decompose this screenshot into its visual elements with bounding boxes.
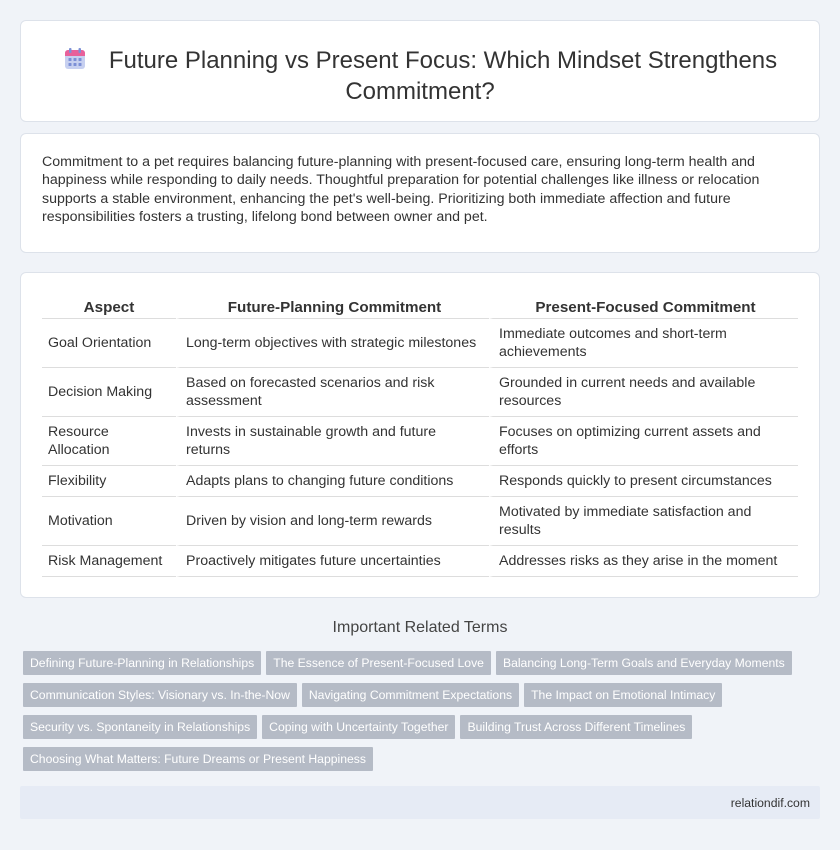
page-title-block <box>21 45 819 107</box>
table-row <box>42 319 798 368</box>
related-term-tag[interactable]: Building Trust Across Different Timelines <box>460 715 692 739</box>
table-row <box>42 546 798 577</box>
cell-aspect: Decision Making <box>42 368 176 417</box>
table-row <box>42 417 798 466</box>
header-card <box>20 20 820 122</box>
related-term-tag[interactable]: Balancing Long-Term Goals and Everyday Moments <box>496 651 792 675</box>
cell-aspect: Goal Orientation <box>42 319 176 368</box>
cell-present: Immediate outcomes and short-term achievements <box>489 319 798 368</box>
header-present-focused: Present-Focused Commitment <box>489 295 798 319</box>
related-term-tag[interactable]: Coping with Uncertainty Together <box>262 715 455 739</box>
footer-site-link[interactable]: relationdif.com <box>730 796 810 810</box>
related-terms-title: Important Related Terms <box>332 619 508 636</box>
intro-card <box>20 133 820 253</box>
cell-future: Long-term objectives with strategic milestones <box>176 319 489 368</box>
cell-present: Motivated by immediate satisfaction and results <box>489 497 798 546</box>
related-term-tag[interactable]: Navigating Commitment Expectations <box>302 683 519 707</box>
cell-aspect: Motivation <box>42 497 176 546</box>
related-term-tag[interactable]: The Impact on Emotional Intimacy <box>524 683 722 707</box>
cell-present: Addresses risks as they arise in the moment <box>489 546 798 577</box>
cell-future: Adapts plans to changing future conditions <box>176 466 489 497</box>
table-row <box>42 497 798 546</box>
cell-future: Proactively mitigates future uncertainties <box>176 546 489 577</box>
related-term-tag[interactable]: Defining Future-Planning in Relationships <box>23 651 261 675</box>
page-title: Future Planning vs Present Focus: Which Mindset Strengthens Commitment? <box>108 47 778 105</box>
cell-aspect: Flexibility <box>42 466 176 497</box>
calendar-icon <box>63 47 87 71</box>
comparison-table <box>42 295 798 577</box>
header-future-planning: Future-Planning Commitment <box>176 295 489 319</box>
cell-future: Based on forecasted scenarios and risk assessment <box>176 368 489 417</box>
related-term-tag[interactable]: Communication Styles: Visionary vs. In-the-Now <box>23 683 297 707</box>
cell-present: Responds quickly to present circumstances <box>489 466 798 497</box>
tag-row <box>23 683 823 715</box>
intro-paragraph: Commitment to a pet requires balancing future-planning with present-focused care, ensuring long-term health and happiness while responding to daily needs. Thoughtful preparation for potential challenges like illness or relocation supports a stable environment, enhancing the pet's well-being. Prioritizing both immediate affection and future responsibilities fosters a trusting, lifelong bond between owner and pet. <box>42 154 760 225</box>
footer <box>20 786 820 819</box>
table-header-row <box>42 295 798 319</box>
cell-present: Grounded in current needs and available resources <box>489 368 798 417</box>
cell-aspect: Risk Management <box>42 546 176 577</box>
cell-future: Driven by vision and long-term rewards <box>176 497 489 546</box>
table-row <box>42 466 798 497</box>
tag-row <box>23 747 823 779</box>
tag-row <box>23 651 823 683</box>
tag-row <box>23 715 823 747</box>
cell-present: Focuses on optimizing current assets and efforts <box>489 417 798 466</box>
header-aspect: Aspect <box>42 295 176 319</box>
related-term-tag[interactable]: The Essence of Present-Focused Love <box>266 651 491 675</box>
comparison-card <box>20 272 820 598</box>
cell-aspect: Resource Allocation <box>42 417 176 466</box>
related-terms-list <box>23 651 823 779</box>
table-row <box>42 368 798 417</box>
cell-future: Invests in sustainable growth and future returns <box>176 417 489 466</box>
related-term-tag[interactable]: Security vs. Spontaneity in Relationships <box>23 715 257 739</box>
related-term-tag[interactable]: Choosing What Matters: Future Dreams or Present Happiness <box>23 747 373 771</box>
